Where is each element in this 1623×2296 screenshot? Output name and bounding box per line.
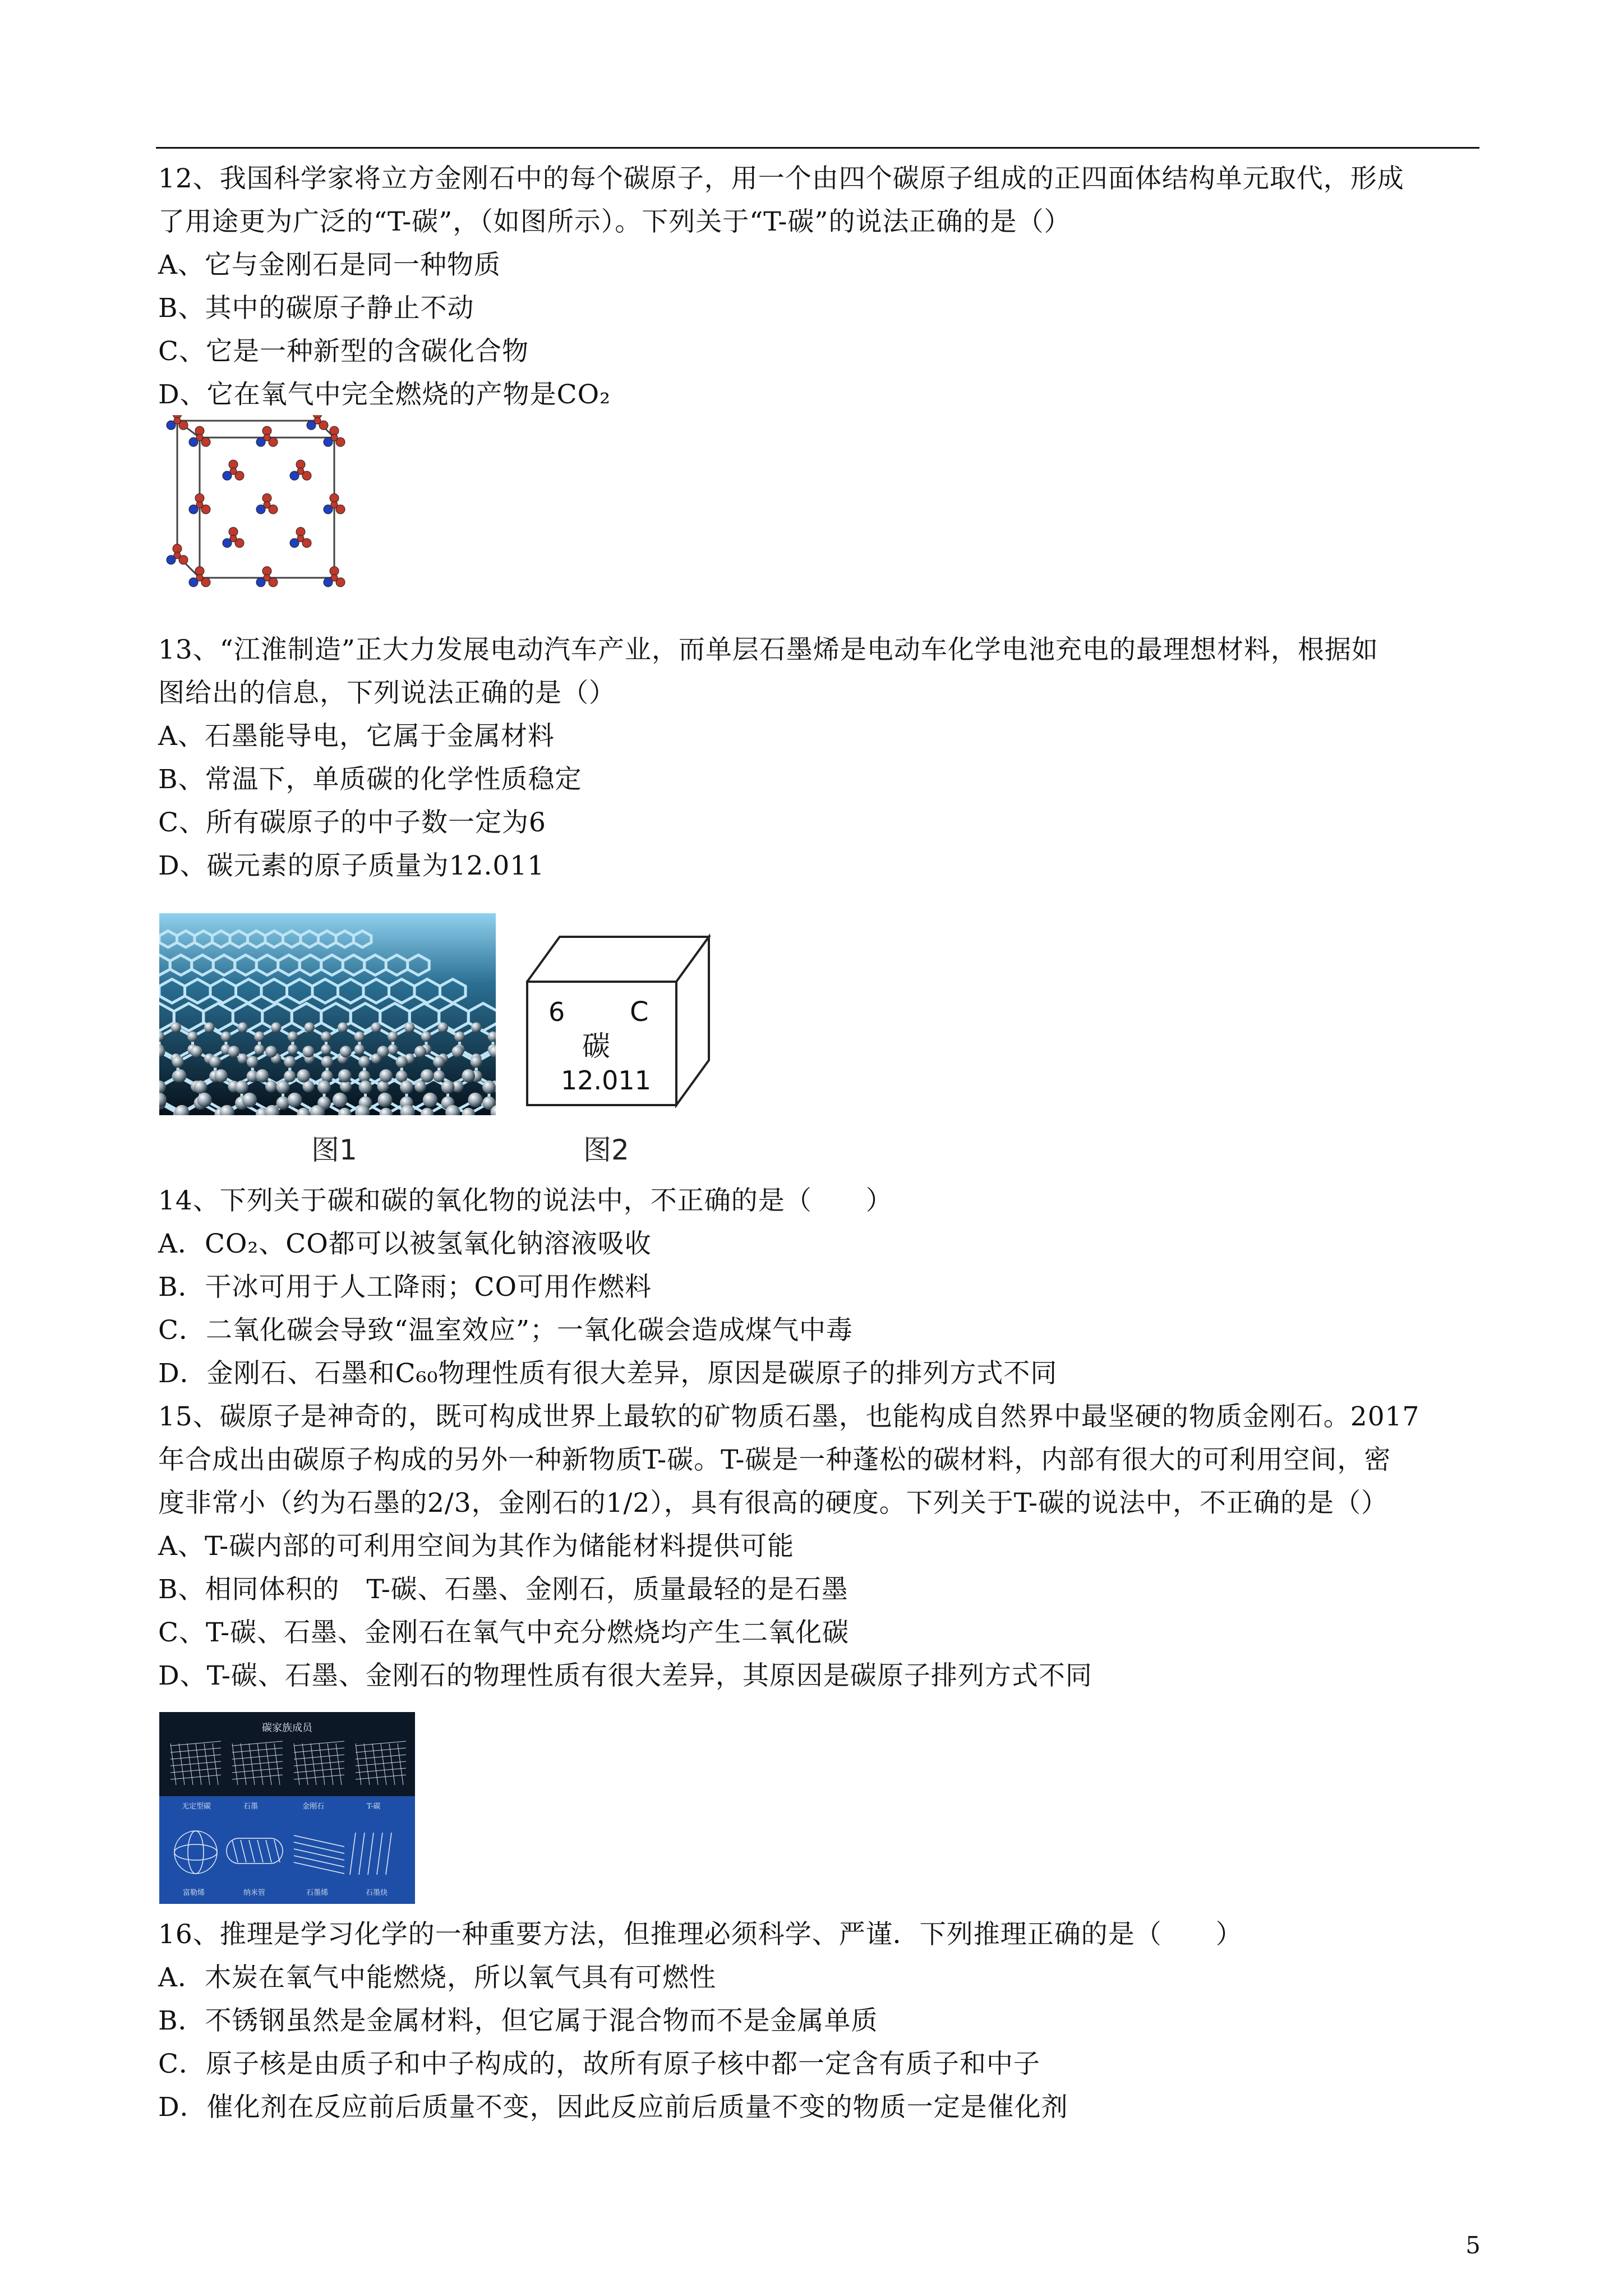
q15-option-c: C、T-碳、石墨、金刚石在氧气中充分燃烧均产生二氧化碳: [158, 1617, 850, 1648]
t-carbon-cluster: [324, 567, 345, 587]
q15-stem-line-3: 度非常小（约为石墨的2/3，金刚石的1/2），具有很高的硬度。下列关于T-碳的说法中，不正确的是（）: [158, 1488, 1388, 1519]
q12-stem-line-1: 12、我国科学家将立方金刚石中的每个碳原子，用一个由四个碳原子组成的正四面体结构单元取代，形成: [158, 163, 1404, 194]
q12-option-a: A、它与金刚石是同一种物质: [158, 250, 501, 280]
q13-option-b: B、常温下，单质碳的化学性质稳定: [158, 764, 582, 795]
q13-stem-line-1: 13、“江淮制造”正大力发展电动汽车产业，而单层石墨烯是电动车化学电池充电的最理想材料，根据如: [158, 634, 1378, 665]
carbon-family-label-8: 石墨炔: [366, 1889, 388, 1897]
carbon-family-label-5: 富勒烯: [183, 1889, 205, 1897]
carbon-family-label-4: T-碳: [367, 1802, 381, 1811]
t-carbon-cluster: [290, 527, 311, 547]
q12-option-d: D、它在氧气中完全燃烧的产物是CO₂: [158, 379, 611, 410]
q16-option-c: C．原子核是由质子和中子构成的，故所有原子核中都一定含有质子和中子: [158, 2049, 1040, 2079]
carbon-family-figure: [159, 1712, 415, 1904]
element-name: 碳: [582, 1030, 610, 1062]
figure-2-caption: 图2: [583, 1134, 629, 1166]
q15-stem-line-2: 年合成出由碳原子构成的另外一种新物质T-碳。T-碳是一种蓬松的碳材料，内部有很大的可利用空间，密: [158, 1444, 1391, 1475]
question-13: [158, 628, 1482, 887]
carbon-family-label-2: 石墨: [243, 1802, 259, 1811]
t-carbon-cluster: [256, 494, 278, 514]
t-carbon-cluster: [167, 544, 188, 564]
q16-stem: 16、推理是学习化学的一种重要方法，但推理必须科学、严谨．下列推理正确的是（ ）: [158, 1919, 1243, 1950]
t-carbon-cluster: [223, 460, 244, 480]
q12-option-c: C、它是一种新型的含碳化合物: [158, 336, 529, 367]
carbon-family-label-7: 石墨烯: [306, 1889, 329, 1897]
q16-option-a: A．木炭在氧气中能燃烧，所以氧气具有可燃性: [158, 1962, 716, 1993]
element-atomic-mass: 12.011: [561, 1065, 651, 1096]
carbon-family-title: 碳家族成员: [262, 1722, 312, 1734]
carbon-family-label-6: 纳米管: [243, 1889, 266, 1897]
header-rule: [156, 147, 1479, 149]
t-carbon-cluster: [307, 415, 328, 430]
q14-option-d: D．金刚石、石墨和C₆₀物理性质有很大差异，原因是碳原子的排列方式不同: [158, 1358, 1058, 1389]
t-carbon-cluster: [223, 527, 244, 547]
q15-stem-line-1: 15、碳原子是神奇的，既可构成世界上最软的矿物质石墨，也能构成自然界中最坚硬的物质金刚石。2017: [158, 1401, 1420, 1432]
q12-option-b: B、其中的碳原子静止不动: [158, 293, 474, 324]
element-atomic-number: 6: [548, 997, 565, 1027]
q13-stem-line-2: 图给出的信息，下列说法正确的是（）: [158, 678, 616, 708]
q12-stem-line-2: 了用途更为广泛的“T-碳”，（如图所示）。下列关于“T-碳”的说法正确的是（）: [158, 206, 1071, 237]
t-carbon-cluster: [256, 426, 278, 447]
question-16: [158, 1913, 1482, 2129]
q14-option-c: C．二氧化碳会导致“温室效应”；一氧化碳会造成煤气中毒: [158, 1315, 854, 1346]
carbon-family-label-3: 金刚石: [302, 1802, 325, 1811]
q16-option-d: D．催化剂在反应前后质量不变，因此反应前后质量不变的物质一定是催化剂: [158, 2092, 1068, 2123]
page-number: 5: [1465, 2231, 1481, 2259]
q13-option-a: A、石墨能导电，它属于金属材料: [158, 721, 555, 752]
t-carbon-cluster: [256, 567, 278, 587]
figure-1-caption: 图1: [311, 1134, 357, 1166]
t-carbon-structure-figure: [166, 415, 379, 606]
question-12: [158, 157, 1482, 416]
t-carbon-cluster: [290, 460, 311, 480]
q13-option-d: D、碳元素的原子质量为12.011: [158, 850, 545, 881]
element-symbol: C: [630, 996, 649, 1028]
q15-option-a: A、T-碳内部的可利用空间为其作为储能材料提供可能: [158, 1531, 795, 1562]
graphene-figure: [159, 913, 496, 1115]
q15-option-d: D、T-碳、石墨、金刚石的物理性质有很大差异，其原因是碳原子排列方式不同: [158, 1660, 1092, 1691]
q16-option-b: B．不锈钢虽然是金属材料，但它属于混合物而不是金属单质: [158, 2005, 878, 2036]
carbon-element-cell-figure: [526, 931, 711, 1111]
q13-option-c: C、所有碳原子的中子数一定为6: [158, 807, 546, 838]
q14-option-b: B．干冰可用于人工降雨；CO可用作燃料: [158, 1272, 652, 1303]
question-14: [158, 1179, 1482, 1395]
carbon-family-label-1: 无定型碳: [182, 1802, 211, 1811]
q15-option-b: B、相同体积的 T-碳、石墨、金刚石，质量最轻的是石墨: [158, 1574, 849, 1605]
question-15: [158, 1395, 1482, 1697]
q14-stem: 14、下列关于碳和碳的氧化物的说法中，不正确的是（ ）: [158, 1185, 893, 1216]
q14-option-a: A．CO₂、CO都可以被氢氧化钠溶液吸收: [158, 1228, 652, 1259]
